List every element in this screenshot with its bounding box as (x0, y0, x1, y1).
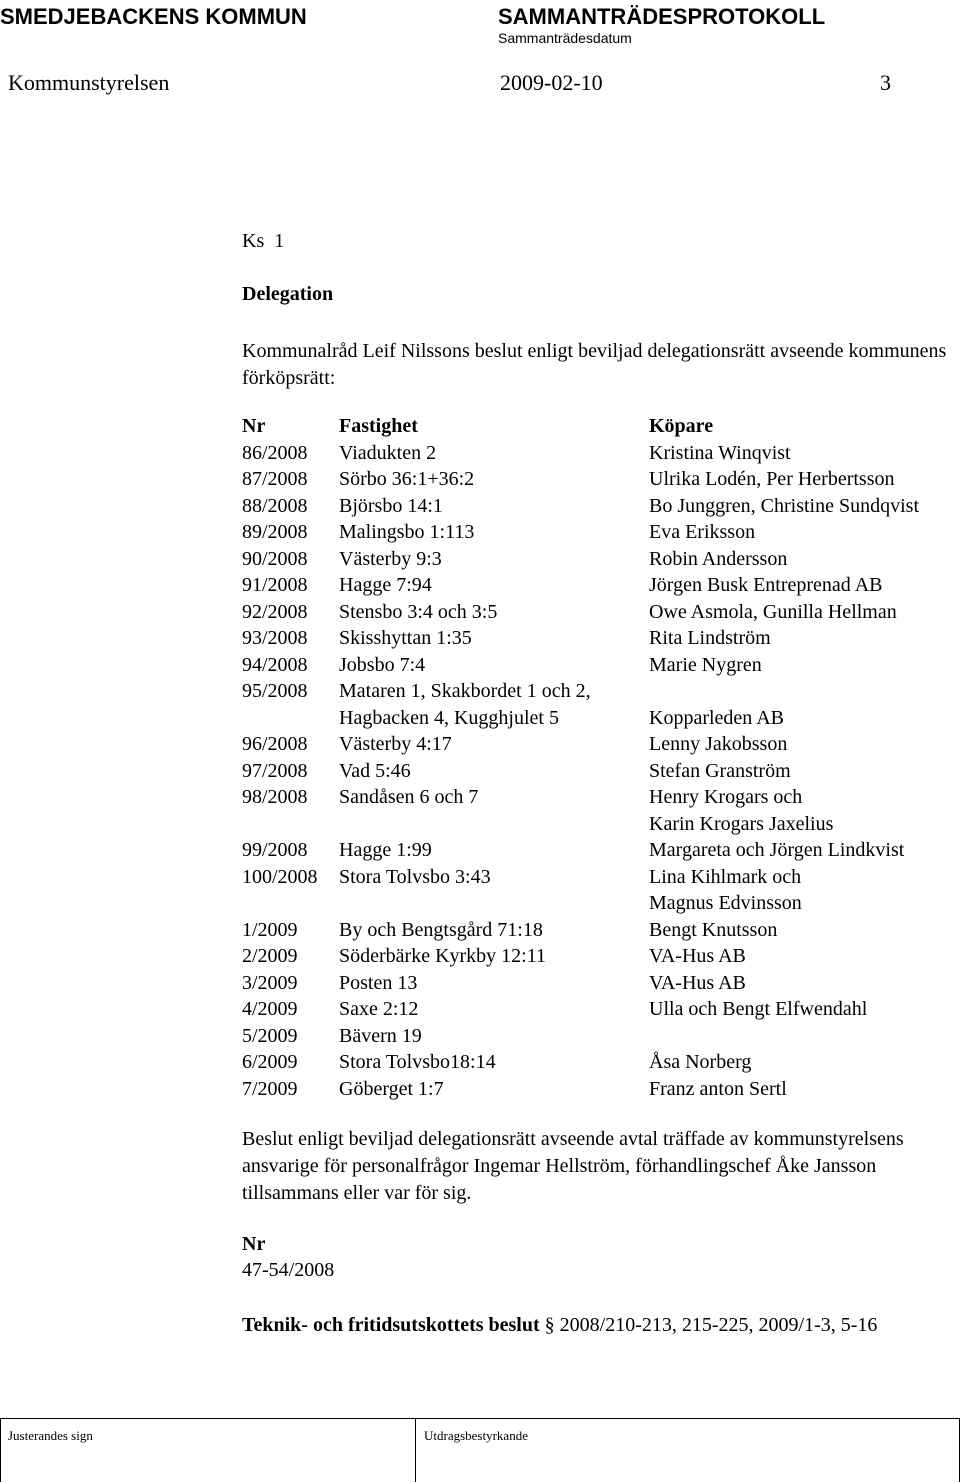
cell-nr: 5/2009 (242, 1024, 298, 1047)
cell-nr: 1/2009 (242, 918, 298, 941)
cell-nr: 95/2008 (242, 680, 308, 702)
decision-nr-label: Nr (242, 1233, 266, 1255)
cell-nr: 87/2008 (242, 468, 308, 490)
municipality-name: SMEDJEBACKENS KOMMUN (0, 4, 307, 29)
table-row (242, 784, 960, 811)
cell-kopare: Stefan Granström (649, 759, 791, 782)
cell-nr: 89/2008 (242, 521, 308, 543)
cell-nr: 99/2008 (242, 839, 308, 861)
table-row (242, 519, 960, 546)
cell-kopare: Ulrika Lodén, Per Herbertsson (649, 468, 895, 490)
table-row (242, 599, 960, 626)
cell-fastighet: Vad 5:46 (339, 759, 411, 782)
cell-kopare: Magnus Edvinsson (649, 892, 802, 914)
cell-fastighet: Viadukten 2 (339, 441, 437, 464)
header-kopare: Köpare (649, 415, 714, 437)
table-row (242, 811, 960, 838)
cell-kopare: Robin Andersson (649, 547, 788, 570)
committee-label: Teknik- och fritidsutskottets beslut (242, 1314, 540, 1336)
cell-kopare: Franz anton Sertl (649, 1077, 787, 1100)
table-row (242, 970, 960, 997)
cell-kopare: Kristina Winqvist (649, 441, 791, 464)
cell-kopare: Owe Asmola, Gunilla Hellman (649, 600, 897, 623)
table-row (242, 546, 960, 573)
cell-fastighet: Hagge 1:99 (339, 839, 432, 861)
footer-sign-label: Justerandes sign (8, 1428, 93, 1443)
cell-nr: 7/2009 (242, 1077, 298, 1100)
cell-kopare: Marie Nygren (649, 653, 762, 676)
table-row (242, 731, 960, 758)
table-row (242, 864, 960, 891)
cell-fastighet (339, 811, 649, 838)
cell-fastighet: Västerby 4:17 (339, 733, 452, 755)
cell-fastighet: Stora Tolvsbo18:14 (339, 1051, 496, 1073)
cell-fastighet: By och Bengtsgård 71:18 (339, 918, 543, 941)
delegation-table (242, 413, 960, 1102)
cell-kopare: VA-Hus AB (649, 971, 746, 994)
cell-nr: 4/2009 (242, 998, 298, 1020)
board-name: Kommunstyrelsen (8, 70, 170, 95)
cell-kopare (649, 1023, 960, 1050)
table-row (242, 572, 960, 599)
table-row (242, 996, 960, 1023)
table-row (242, 652, 960, 679)
cell-nr: 96/2008 (242, 733, 308, 755)
cell-kopare: Bo Junggren, Christine Sundqvist (649, 494, 920, 517)
cell-fastighet: Sörbo 36:1+36:2 (339, 468, 475, 490)
table-row (242, 1049, 960, 1076)
cell-kopare: Rita Lindström (649, 627, 771, 649)
table-row (242, 758, 960, 785)
cell-fastighet: Göberget 1:7 (339, 1077, 444, 1100)
cell-kopare: Margareta och Jörgen Lindkvist (649, 839, 905, 861)
table-row (242, 440, 960, 467)
cell-nr: 100/2008 (242, 865, 318, 888)
cell-nr: 3/2009 (242, 971, 298, 994)
cell-nr: 93/2008 (242, 627, 308, 649)
header-nr: Nr (242, 415, 266, 437)
cell-fastighet: Stensbo 3:4 och 3:5 (339, 600, 498, 623)
footer-box-cert (415, 1418, 416, 1482)
cell-nr: 92/2008 (242, 600, 308, 623)
footer-cert-label: Utdragsbestyrkande (424, 1428, 528, 1443)
cell-fastighet: Västerby 9:3 (339, 547, 442, 570)
cell-fastighet (339, 890, 649, 917)
cell-kopare: Lina Kihlmark och (649, 865, 802, 888)
cell-fastighet: Björsbo 14:1 (339, 494, 443, 517)
table-row (242, 837, 960, 864)
table-row (242, 493, 960, 520)
cell-kopare: VA-Hus AB (649, 945, 746, 967)
table-row (242, 890, 960, 917)
cell-kopare: Jörgen Busk Entreprenad AB (649, 574, 883, 596)
meeting-date: 2009-02-10 (500, 70, 603, 95)
cell-kopare (649, 678, 960, 705)
cell-fastighet: Mataren 1, Skakbordet 1 och 2, (339, 680, 591, 702)
cell-nr (242, 890, 339, 917)
cell-kopare: Lenny Jakobsson (649, 733, 788, 755)
header-fastighet: Fastighet (339, 415, 418, 437)
cell-kopare: Bengt Knutsson (649, 918, 778, 941)
cell-kopare: Åsa Norberg (649, 1051, 752, 1073)
cell-fastighet: Stora Tolvsbo 3:43 (339, 865, 491, 888)
table-row (242, 917, 960, 944)
cell-nr: 2/2009 (242, 945, 298, 967)
table-row (242, 1076, 960, 1103)
table-body (242, 440, 960, 1103)
cell-fastighet: Jobsbo 7:4 (339, 653, 426, 676)
section-number: Ks 1 (242, 230, 285, 252)
cell-fastighet: Malingsbo 1:113 (339, 521, 475, 543)
cell-kopare: Eva Eriksson (649, 521, 756, 543)
decision-text: Beslut enligt beviljad delegationsrätt avseende avtal träffade av kommunstyrelsens ansvarige för personalfrågor Ingemar Hellström, förhandlingschef Åke Jansson tillsammans eller var för sig. (242, 1128, 904, 1204)
footer-box-sign (0, 1418, 1, 1482)
section-title: Delegation (242, 283, 334, 305)
cell-fastighet: Söderbärke Kyrkby 12:11 (339, 945, 546, 967)
cell-nr (242, 811, 339, 838)
cell-fastighet: Sandåsen 6 och 7 (339, 786, 479, 808)
cell-nr: 91/2008 (242, 574, 308, 596)
table-header-row (242, 413, 960, 440)
cell-fastighet: Hagge 7:94 (339, 574, 432, 596)
committee-refs: 2008/210-213, 215-225, 2009/1-3, 5-16 (559, 1314, 878, 1336)
cell-nr: 98/2008 (242, 786, 308, 808)
cell-fastighet: Skisshyttan 1:35 (339, 627, 472, 649)
table-row (242, 625, 960, 652)
table-row (242, 1023, 960, 1050)
page-number: 3 (880, 70, 891, 95)
cell-nr: 86/2008 (242, 441, 308, 464)
cell-kopare: Ulla och Bengt Elfwendahl (649, 998, 868, 1020)
cell-fastighet: Saxe 2:12 (339, 998, 419, 1020)
footer-divider (0, 1418, 960, 1419)
cell-nr: 94/2008 (242, 653, 308, 676)
cell-nr: 6/2009 (242, 1051, 298, 1073)
cell-nr: 90/2008 (242, 547, 308, 570)
intro-text: Kommunalråd Leif Nilssons beslut enligt beviljad delegationsrätt avseende kommunens förköpsrätt: (242, 340, 947, 389)
cell-nr (242, 705, 339, 732)
cell-fastighet: Hagbacken 4, Kugghjulet 5 (339, 706, 559, 729)
table-row (242, 705, 960, 732)
protocol-subtitle: Sammanträdesdatum (498, 30, 632, 46)
cell-fastighet: Bävern 19 (339, 1024, 422, 1047)
cell-kopare: Kopparleden AB (649, 706, 784, 729)
cell-nr: 88/2008 (242, 494, 308, 517)
cell-kopare: Henry Krogars och (649, 786, 803, 808)
cell-fastighet: Posten 13 (339, 971, 418, 994)
table-row (242, 943, 960, 970)
table-row (242, 466, 960, 493)
committee-decision (242, 1312, 960, 1339)
cell-nr: 97/2008 (242, 759, 308, 782)
decision-nr-value: 47-54/2008 (242, 1259, 335, 1281)
table-row (242, 678, 960, 705)
protocol-title: SAMMANTRÄDESPROTOKOLL (498, 4, 826, 29)
paragraph-sign: § (544, 1314, 555, 1336)
cell-kopare: Karin Krogars Jaxelius (649, 812, 834, 835)
